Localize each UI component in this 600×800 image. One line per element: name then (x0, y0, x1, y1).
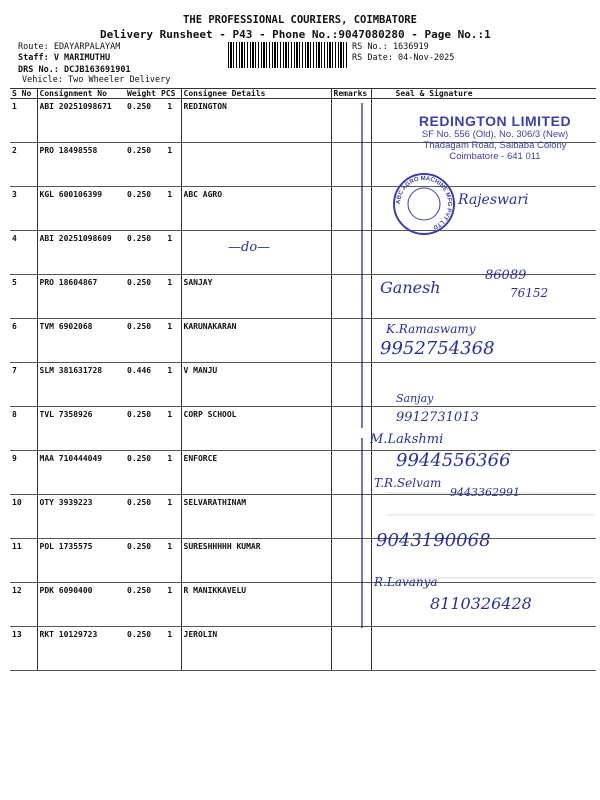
cell-sno: 5 (10, 275, 37, 319)
route-label: Route: EDAYARPALAYAM (18, 42, 121, 52)
seal-company: REDINGTON LIMITED (418, 113, 572, 129)
cell-pcs: 1 (159, 363, 181, 407)
signature-row-7: 9952754368 (380, 338, 495, 359)
cell-sno: 3 (10, 187, 37, 231)
cell-consignment: PDK 6090400 (37, 583, 125, 627)
cell-pcs: 1 (159, 583, 181, 627)
cell-consignee: V MANJU (181, 363, 331, 407)
seal-address-2: Thadagam Road, Saibaba Colony (423, 140, 567, 151)
signature-row-10-phone: 9443362991 (450, 486, 520, 499)
cell-weight: 0.250 (125, 319, 159, 363)
cell-consignment: MAA 710444049 (37, 451, 125, 495)
signature-row-5-num-b: 76152 (510, 286, 549, 300)
cell-pcs: 1 (159, 451, 181, 495)
cell-seal (371, 231, 596, 275)
signature-row-6: K.Ramaswamy (386, 322, 476, 336)
cell-sno: 9 (10, 451, 37, 495)
cell-weight: 0.250 (125, 627, 159, 671)
cell-pcs: 1 (159, 231, 181, 275)
round-company-stamp (392, 172, 456, 236)
cell-remarks (331, 539, 371, 583)
stamp-ring-text: ABC AGRO MACHINE MFG PVT LTD (395, 175, 453, 231)
cell-consignment: KGL 600106399 (37, 187, 125, 231)
cell-remarks (331, 627, 371, 671)
cell-seal (371, 627, 596, 671)
cell-sno: 8 (10, 407, 37, 451)
rs-number: RS No.: 1636919 (352, 42, 429, 52)
cell-pcs: 1 (159, 407, 181, 451)
cell-consignment: ABI 20251098609 (37, 231, 125, 275)
table-header (10, 89, 596, 99)
col-pcs: PCS (159, 89, 181, 99)
cell-pcs: 1 (159, 275, 181, 319)
cell-sno: 13 (10, 627, 37, 671)
signature-row-11: 9043190068 (376, 530, 491, 551)
cell-pcs: 1 (159, 539, 181, 583)
cell-remarks (331, 451, 371, 495)
cell-weight: 0.250 (125, 99, 159, 143)
cell-weight: 0.446 (125, 363, 159, 407)
cell-pcs: 1 (159, 495, 181, 539)
cell-remarks (331, 495, 371, 539)
cell-pcs: 1 (159, 187, 181, 231)
ditto-mark-row-4: —do— (228, 240, 271, 255)
signature-row-9-phone: 9944556366 (396, 450, 511, 471)
col-weight: Weight (125, 89, 159, 99)
runsheet-table (10, 88, 596, 671)
runsheet-title: Delivery Runsheet - P43 - Phone No.:9047080280 - Page No.:1 (100, 28, 491, 41)
cell-remarks (331, 143, 371, 187)
signature-row-5: Ganesh (380, 278, 441, 297)
svg-text:ABC AGRO MACHINE MFG PVT LTD (396, 176, 452, 230)
signature-row-9-name: M.Lakshmi (370, 432, 444, 447)
cell-consignee: JEROLIN (181, 627, 331, 671)
cell-consignment: PRO 18604867 (37, 275, 125, 319)
table-row (10, 319, 596, 363)
cell-consignee (181, 143, 331, 187)
table-row (10, 407, 596, 451)
col-consignment: Consignment No (37, 89, 125, 99)
cell-sno: 4 (10, 231, 37, 275)
cell-consignee: R MANIKKAVELU (181, 583, 331, 627)
drs-number: DRS No.: DCJB163691901 (18, 65, 131, 75)
cell-consignment: RKT 10129723 (37, 627, 125, 671)
cell-remarks (331, 319, 371, 363)
cell-consignee: SANJAY (181, 275, 331, 319)
cell-remarks (331, 275, 371, 319)
cell-sno: 10 (10, 495, 37, 539)
col-sno: S No (10, 89, 37, 99)
cell-remarks (331, 99, 371, 143)
seal-address-3: Coimbatore - 641 011 (449, 151, 541, 162)
cell-sno: 12 (10, 583, 37, 627)
table-row (10, 627, 596, 671)
cell-weight: 0.250 (125, 451, 159, 495)
signature-row-8-phone: 9912731013 (396, 410, 479, 425)
cell-sno: 2 (10, 143, 37, 187)
cell-remarks (331, 407, 371, 451)
cell-sno: 7 (10, 363, 37, 407)
signature-row-12: R.Lavanya (374, 575, 438, 589)
cell-consignment: POL 1735575 (37, 539, 125, 583)
table-row (10, 495, 596, 539)
cell-consignee: SURESHHHHH KUMAR (181, 539, 331, 583)
signature-row-13: 8110326428 (430, 594, 532, 613)
signature-row-10-name: T.R.Selvam (374, 476, 442, 490)
cell-remarks (331, 231, 371, 275)
cell-weight: 0.250 (125, 583, 159, 627)
staff-label: Staff: V MARIMUTHU (18, 53, 111, 63)
cell-consignee: ABC AGRO (181, 187, 331, 231)
cell-weight: 0.250 (125, 275, 159, 319)
cell-pcs: 1 (159, 627, 181, 671)
cell-remarks (331, 583, 371, 627)
cell-consignment: PRO 18498558 (37, 143, 125, 187)
cell-sno: 11 (10, 539, 37, 583)
cell-sno: 6 (10, 319, 37, 363)
cell-weight: 0.250 (125, 407, 159, 451)
cell-weight: 0.250 (125, 187, 159, 231)
col-remarks: Remarks (331, 89, 371, 99)
cell-pcs: 1 (159, 143, 181, 187)
cell-consignee: CORP SCHOOL (181, 407, 331, 451)
cell-consignee: SELVARATHINAM (181, 495, 331, 539)
cell-consignment: ABI 20251098671 (37, 99, 125, 143)
signature-row-3: Rajeswari (458, 192, 529, 208)
signature-row-8-name: Sanjay (396, 392, 434, 405)
cell-remarks (331, 363, 371, 407)
cell-weight: 0.250 (125, 539, 159, 583)
cell-consignee: KARUNAKARAN (181, 319, 331, 363)
barcode (228, 42, 348, 68)
rs-date: RS Date: 04-Nov-2025 (352, 53, 455, 63)
cell-consignee: REDINGTON (181, 99, 331, 143)
cell-weight: 0.250 (125, 143, 159, 187)
table-row (10, 363, 596, 407)
table-row (10, 539, 596, 583)
company-name: THE PROFESSIONAL COURIERS, COIMBATORE (183, 14, 417, 26)
cell-sno: 1 (10, 99, 37, 143)
cell-consignment: SLM 381631728 (37, 363, 125, 407)
cell-consignee: ENFORCE (181, 451, 331, 495)
cell-consignment: TVM 6902068 (37, 319, 125, 363)
cell-consignment: OTY 3939223 (37, 495, 125, 539)
cell-weight: 0.250 (125, 495, 159, 539)
cell-weight: 0.250 (125, 231, 159, 275)
redington-seal (395, 113, 595, 162)
cell-consignment: TVL 7358926 (37, 407, 125, 451)
cell-pcs: 1 (159, 99, 181, 143)
seal-address-1: SF No. 556 (Old), No. 306/3 (New) (421, 129, 569, 140)
col-consignee: Consignee Details (181, 89, 331, 99)
cell-remarks (331, 187, 371, 231)
vehicle-label: Vehicle: Two Wheeler Delivery (22, 75, 171, 85)
signature-row-5-num-a: 86089 (485, 268, 527, 283)
cell-pcs: 1 (159, 319, 181, 363)
col-seal-signature: Seal & Signature (371, 89, 596, 99)
